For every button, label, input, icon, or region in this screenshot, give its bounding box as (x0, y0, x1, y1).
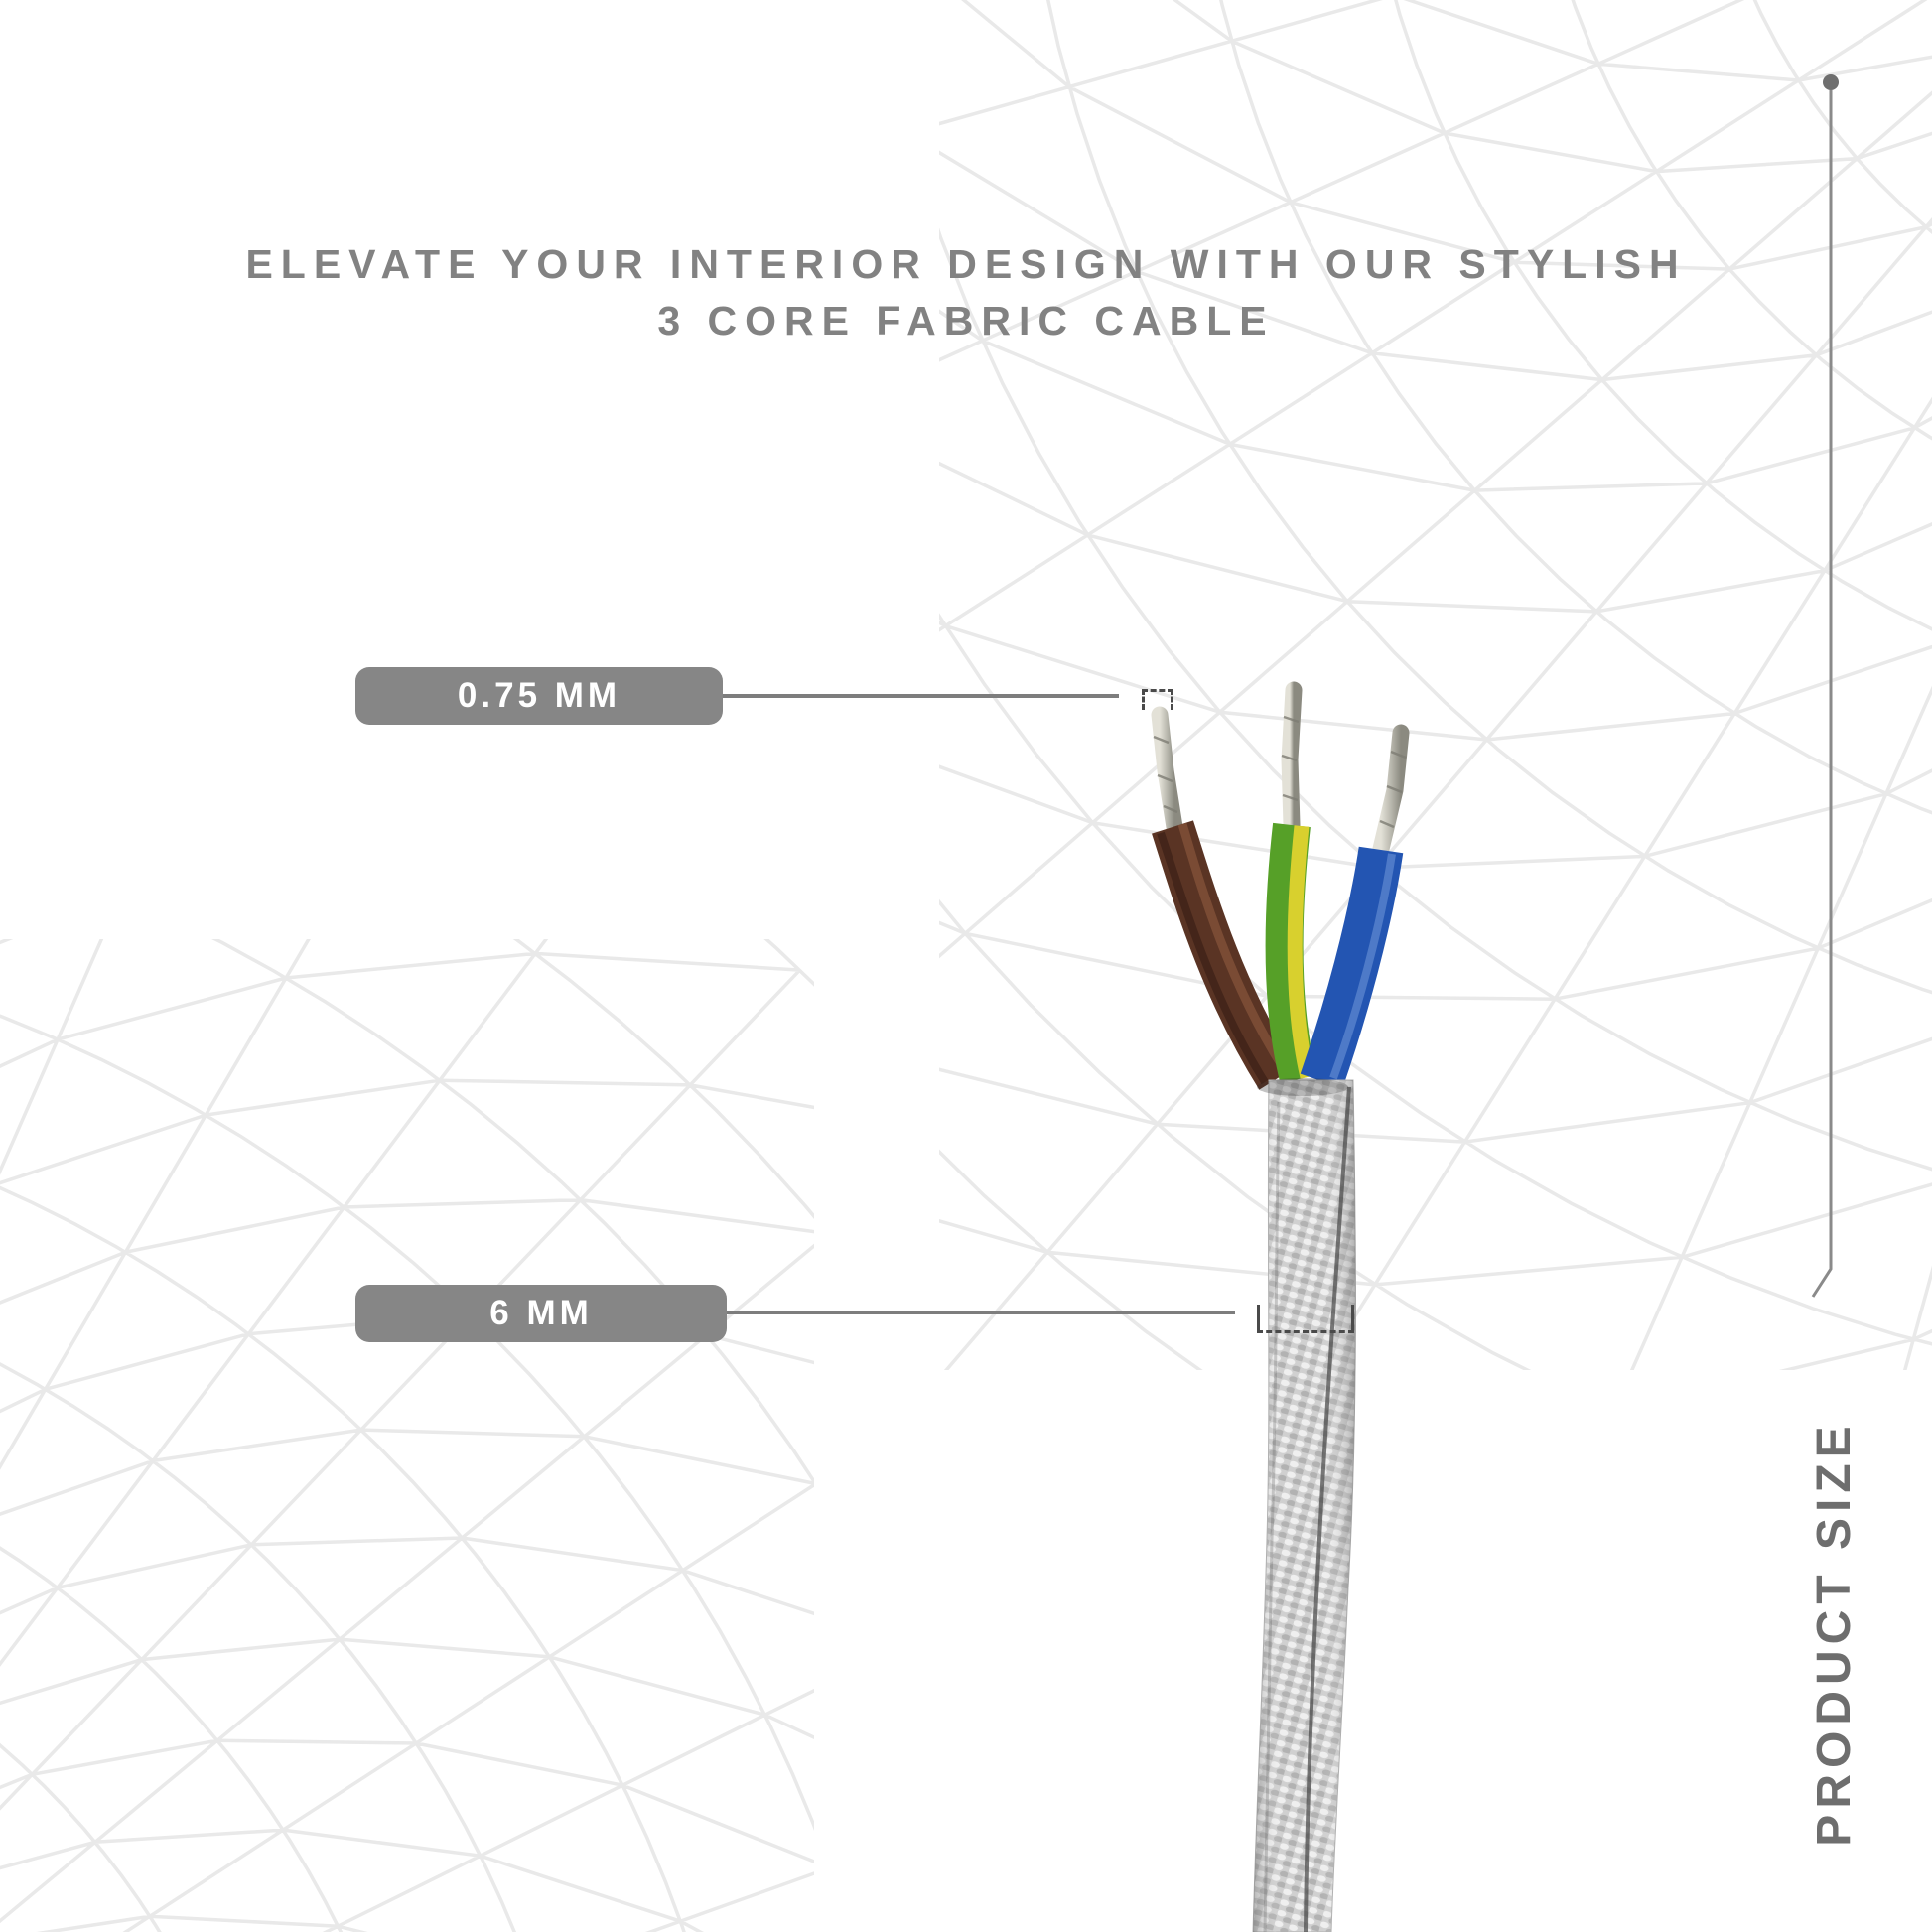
wire-yellow-stripe (1295, 826, 1308, 1077)
cable-photo (1042, 546, 1459, 1932)
product-size-label: PRODUCT SIZE (1808, 1420, 1861, 1847)
measurement-label-cable-text: 6 MM (489, 1294, 593, 1332)
rail-line (1813, 90, 1831, 1297)
leader-line-core (723, 694, 1119, 698)
measurement-label-cable (355, 1285, 727, 1342)
measure-bracket-core (1142, 689, 1173, 710)
page-title (0, 236, 1932, 349)
measurement-label-core-text: 0.75 MM (457, 676, 621, 715)
title-line-2: 3 CORE FABRIC CABLE (657, 298, 1275, 344)
side-rail (1787, 60, 1876, 1311)
measurement-label-core (355, 667, 723, 725)
measure-bracket-cable (1257, 1305, 1354, 1333)
conductor-twist-marks (1154, 717, 1406, 827)
title-line-1: ELEVATE YOUR INTERIOR DESIGN WITH OUR STYLISH (245, 241, 1687, 287)
leader-line-cable (727, 1311, 1235, 1314)
mesh-decoration-bottom-left (0, 939, 814, 1932)
rail-dot (1823, 74, 1839, 90)
